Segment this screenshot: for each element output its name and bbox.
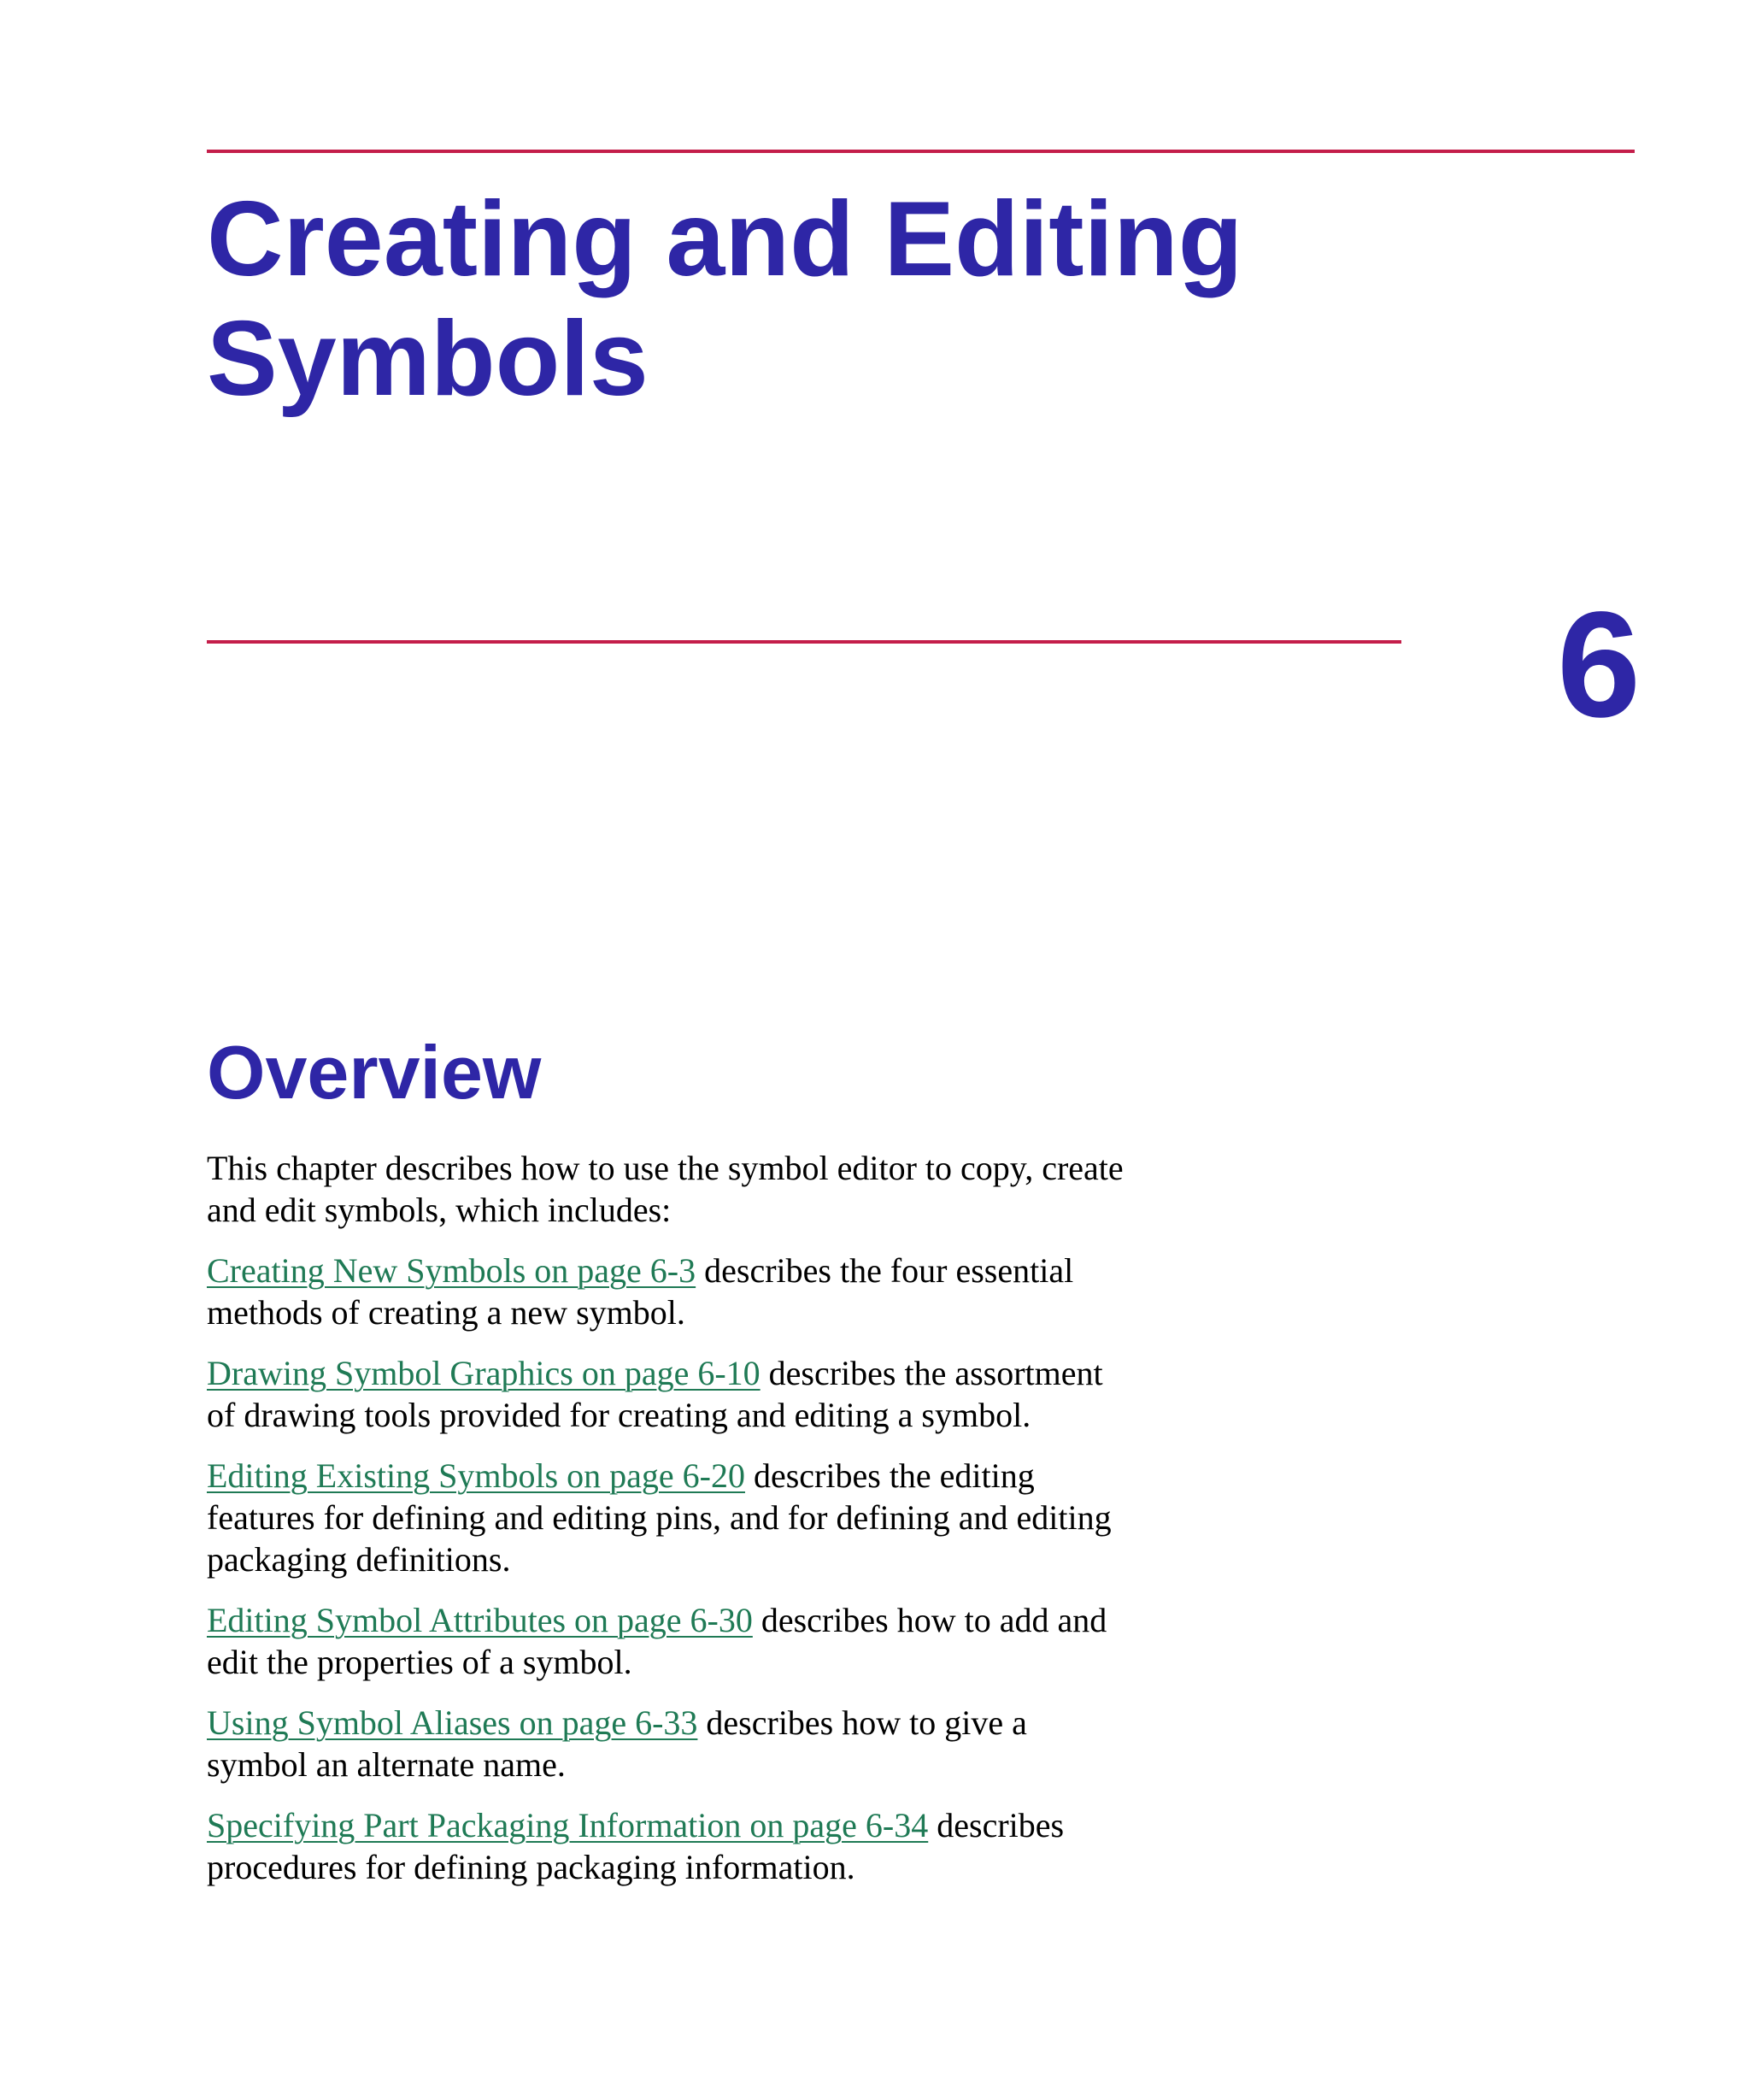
xref-using-symbol-aliases[interactable]: Using Symbol Aliases on page 6-33 — [207, 1703, 698, 1742]
item-description: describes procedures for defining packaging information. — [207, 1806, 1065, 1886]
xref-editing-existing-symbols[interactable]: Editing Existing Symbols on page 6-20 — [207, 1456, 745, 1495]
list-item — [207, 1352, 1130, 1436]
list-item — [207, 1250, 1130, 1333]
list-item — [207, 1702, 1130, 1785]
item-description: describes how to add and edit the properties of a symbol. — [207, 1601, 1107, 1681]
chapter-rule — [207, 640, 1401, 644]
chapter-number: 6 — [1557, 581, 1641, 749]
item-description: describes how to give a symbol an alternate name. — [207, 1703, 1027, 1784]
xref-specifying-part-packaging[interactable]: Specifying Part Packaging Information on page 6-34 — [207, 1806, 929, 1844]
overview-body — [207, 1147, 1130, 1907]
list-item — [207, 1599, 1130, 1683]
xref-creating-new-symbols[interactable]: Creating New Symbols on page 6-3 — [207, 1251, 696, 1290]
xref-editing-symbol-attributes[interactable]: Editing Symbol Attributes on page 6-30 — [207, 1601, 753, 1639]
list-item — [207, 1804, 1130, 1888]
section-heading-overview: Overview — [207, 1030, 542, 1115]
chapter-title: Creating and Editing Symbols — [207, 180, 1243, 418]
intro-paragraph: This chapter describes how to use the symbol editor to copy, create and edit symbols, which includes: — [207, 1149, 1124, 1229]
item-description: describes the four essential methods of creating a new symbol. — [207, 1251, 1074, 1332]
top-rule — [207, 150, 1635, 153]
item-description: describes the editing features for defining and editing pins, and for defining and editing packaging definitions. — [207, 1456, 1112, 1579]
xref-drawing-symbol-graphics[interactable]: Drawing Symbol Graphics on page 6-10 — [207, 1354, 760, 1392]
list-item — [207, 1455, 1130, 1580]
item-description: describes the assortment of drawing tools provided for creating and editing a symbol. — [207, 1354, 1103, 1434]
